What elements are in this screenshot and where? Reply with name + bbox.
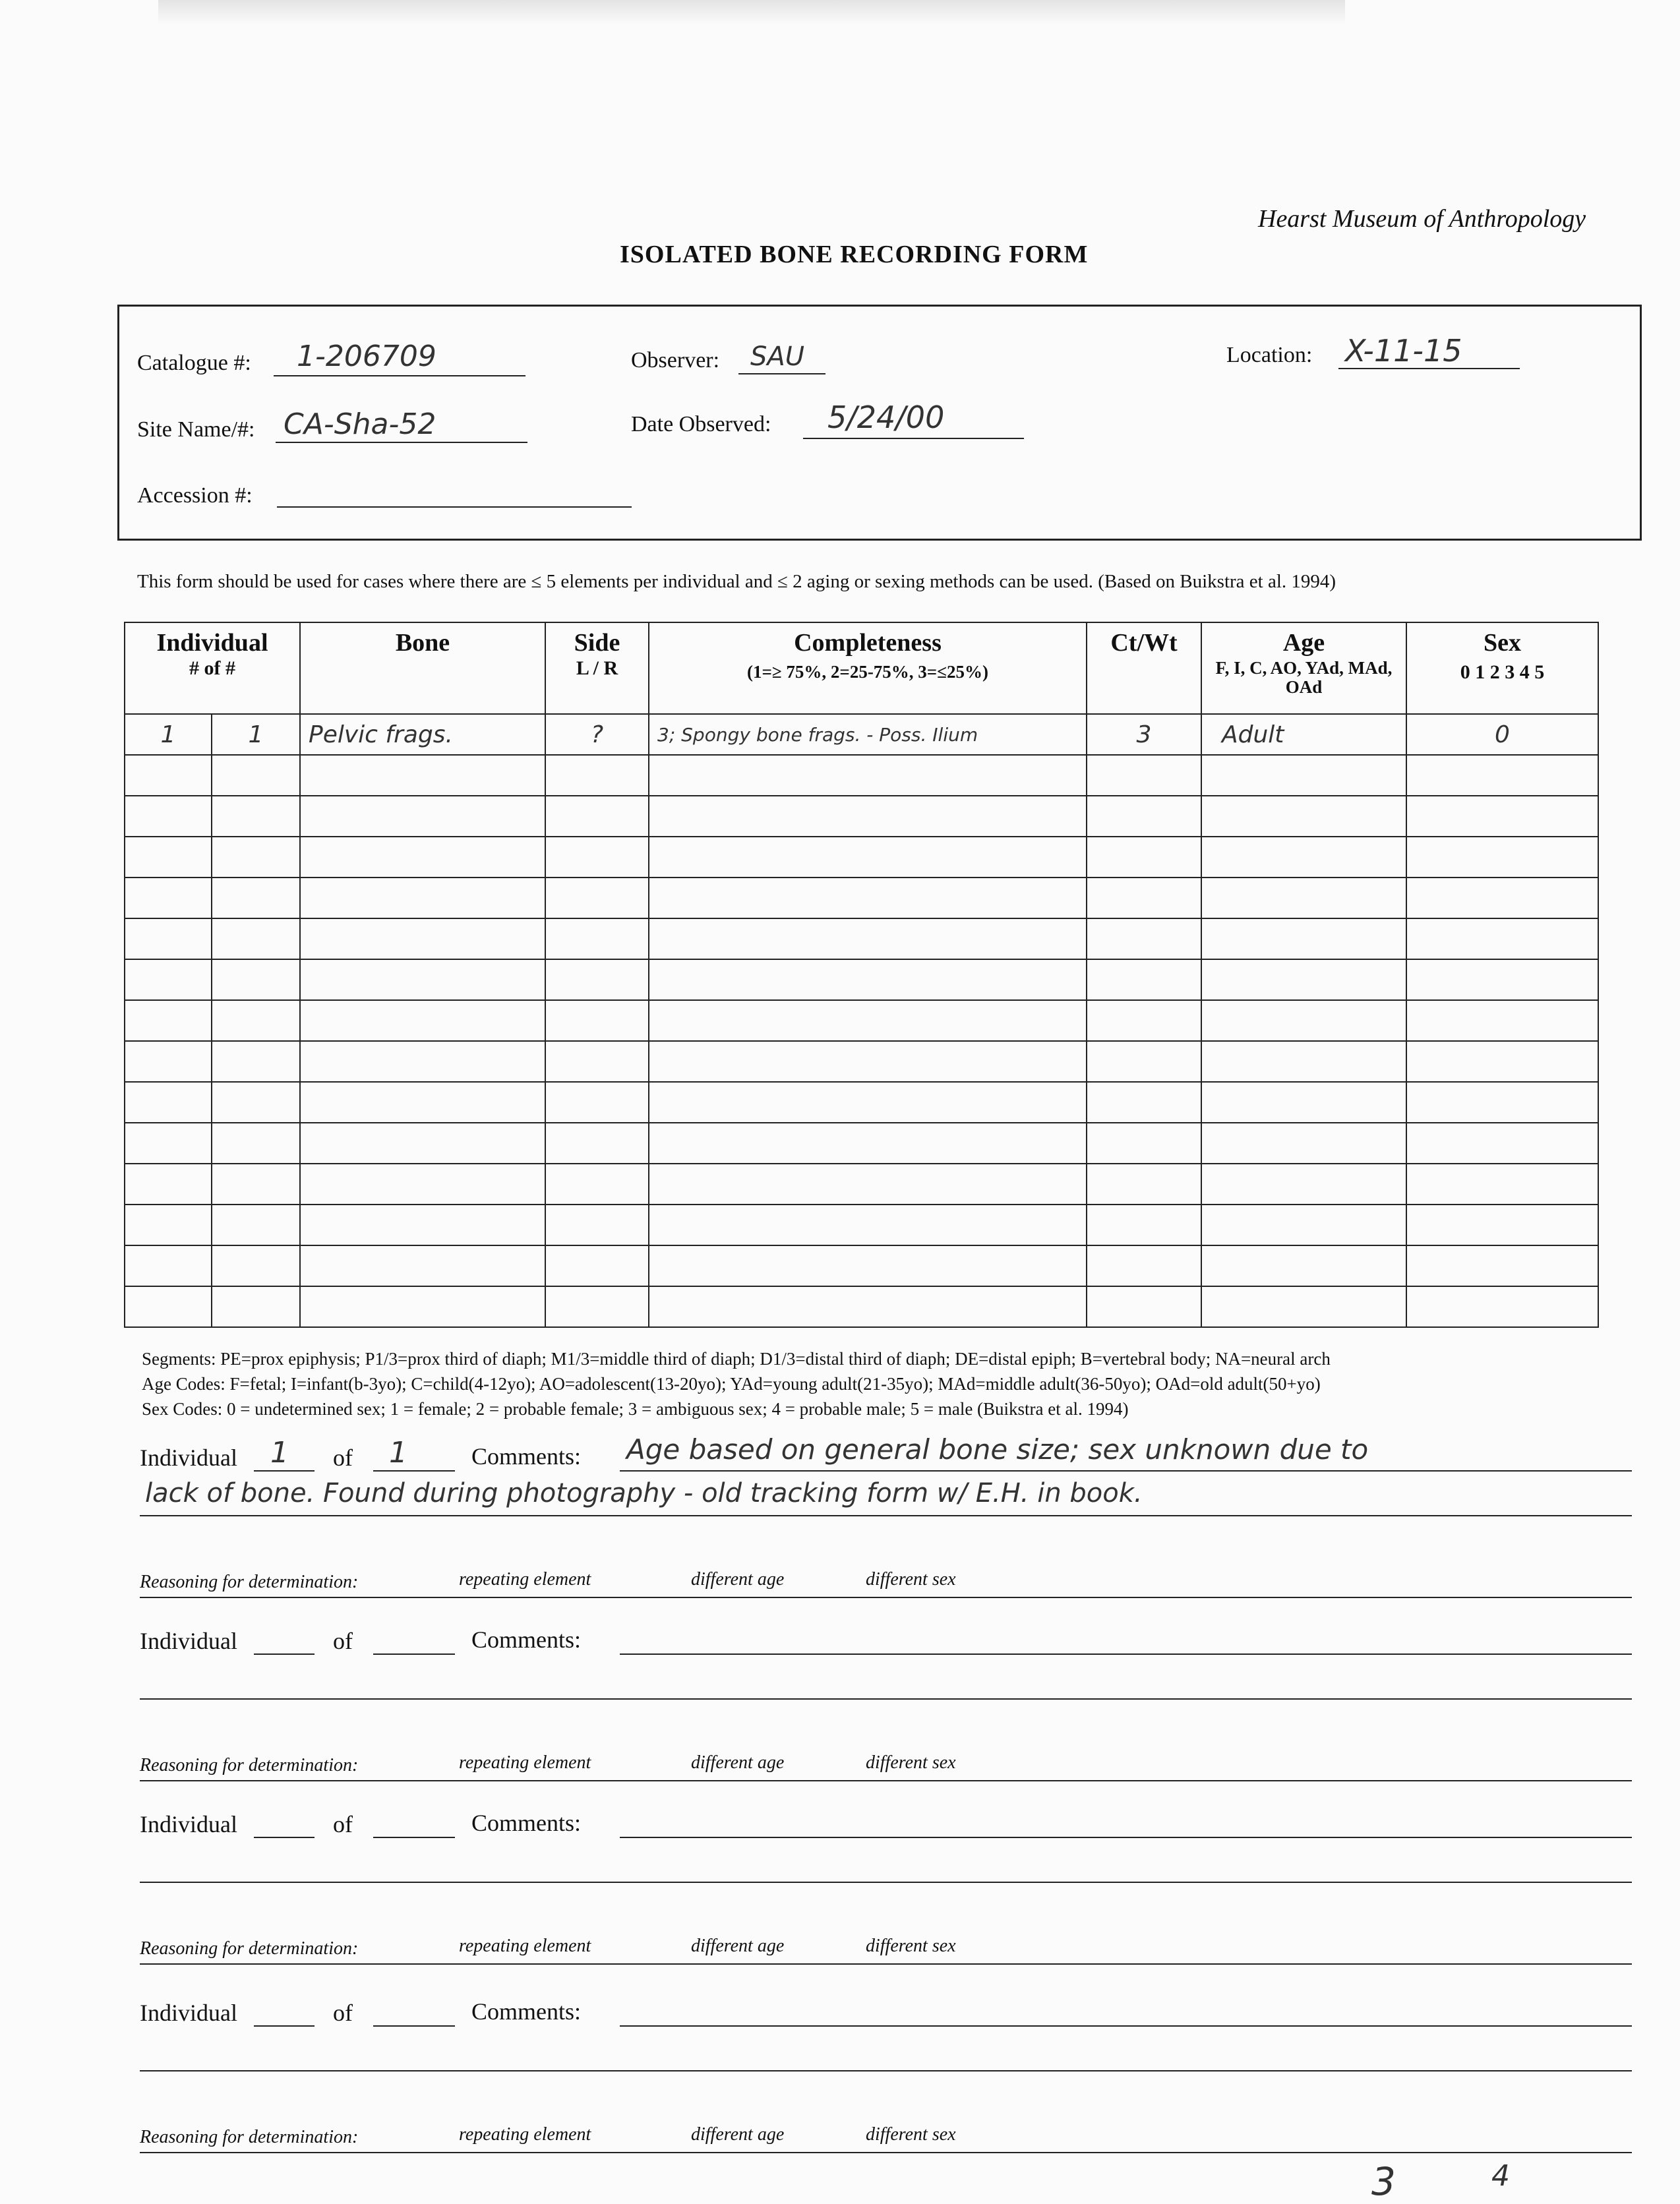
cell-side[interactable]: ? [545, 714, 649, 755]
individual-label: Individual [140, 1628, 237, 1654]
cell-side[interactable] [545, 1000, 649, 1041]
cell-of[interactable] [212, 796, 300, 837]
table-row [125, 1286, 1598, 1327]
bone-record-table [124, 622, 1599, 1328]
comment-text-1: Age based on general bone size; sex unknown due to [626, 1433, 1369, 1466]
cell-completeness[interactable] [649, 1205, 1087, 1245]
cell-sex[interactable] [1406, 1286, 1598, 1327]
comment-line-1[interactable] [620, 1808, 1632, 1838]
cell-side[interactable] [545, 837, 649, 878]
cell-individual[interactable] [125, 1245, 212, 1286]
cell-age[interactable] [1201, 959, 1406, 1000]
comment-line-1[interactable] [620, 1624, 1632, 1655]
form-title: ISOLATED BONE RECORDING FORM [620, 241, 1089, 268]
cell-age[interactable] [1201, 755, 1406, 796]
comment-line-2[interactable] [140, 1669, 1632, 1700]
cell-individual[interactable] [125, 1000, 212, 1041]
table-row [125, 1123, 1598, 1164]
cell-side[interactable] [545, 878, 649, 918]
cell-of[interactable] [212, 1041, 300, 1082]
cell-completeness[interactable] [649, 755, 1087, 796]
accession-field[interactable] [277, 479, 632, 508]
cell-completeness[interactable] [649, 1000, 1087, 1041]
cell-ctwt[interactable]: 3 [1087, 714, 1201, 755]
cell-individual[interactable] [125, 959, 212, 1000]
cell-side[interactable] [545, 918, 649, 959]
cell-completeness[interactable] [649, 837, 1087, 878]
cell-ctwt[interactable] [1087, 1245, 1201, 1286]
cell-sex[interactable] [1406, 1000, 1598, 1041]
cell-sex[interactable] [1406, 1082, 1598, 1123]
header-ctwt [1087, 622, 1201, 714]
header-age-sub: F, I, C, AO, YAd, MAd, OAd [1215, 657, 1393, 698]
individual-number-field[interactable] [254, 1624, 315, 1655]
comments-label: Comments: [471, 1998, 582, 2025]
different-sex-option[interactable]: different sex [866, 2124, 956, 2145]
cell-sex[interactable] [1406, 1245, 1598, 1286]
cell-side[interactable] [545, 1205, 649, 1245]
cell-of[interactable] [212, 878, 300, 918]
cell-completeness[interactable] [649, 918, 1087, 959]
table-row [125, 959, 1598, 1000]
repeating-element-option[interactable]: repeating element [459, 1936, 591, 1956]
cell-individual[interactable] [125, 1123, 212, 1164]
different-sex-option[interactable]: different sex [866, 1569, 956, 1590]
table-row [125, 796, 1598, 837]
of-label: of [333, 2000, 353, 2026]
header-completeness [649, 622, 1087, 714]
location-value: X-11-15 [1345, 333, 1462, 369]
cell-ctwt[interactable] [1087, 755, 1201, 796]
table-header-row [125, 622, 1598, 714]
cell-individual[interactable]: 1 [125, 714, 212, 755]
cell-age[interactable] [1201, 1123, 1406, 1164]
reasoning-label: Reasoning for determination: [140, 1755, 359, 1775]
catalogue-value: 1-206709 [297, 340, 436, 373]
cell-bone[interactable] [300, 1164, 545, 1205]
segments-legend: Segments: PE=prox epiphysis; P1/3=prox third of diaph; M1/3=middle third of diaph; D1/3=distal third of diaph; DE=distal epiph; B=vertebral body; NA=neural arch [142, 1349, 1331, 1369]
table-row [125, 918, 1598, 959]
table-row [125, 1164, 1598, 1205]
reasoning-line [140, 1780, 1632, 1781]
cell-bone[interactable] [300, 878, 545, 918]
table-row [125, 1000, 1598, 1041]
cell-age[interactable] [1201, 1286, 1406, 1327]
comment-line-2[interactable] [140, 2041, 1632, 2071]
cell-age[interactable] [1201, 918, 1406, 959]
cell-side[interactable] [545, 1082, 649, 1123]
comment-text-2: lack of bone. Found during photography - old tracking form w/ E.H. in book. [145, 1478, 1143, 1508]
cell-completeness[interactable] [649, 878, 1087, 918]
date-label: Date Observed: [631, 412, 771, 436]
cell-bone[interactable] [300, 1082, 545, 1123]
individual-number-value: 1 [270, 1436, 289, 1470]
cell-of[interactable] [212, 1000, 300, 1041]
individual-label: Individual [140, 2000, 237, 2026]
table-row [125, 1082, 1598, 1123]
different-age-option[interactable]: different age [691, 1936, 785, 1956]
cell-side[interactable] [545, 796, 649, 837]
table-row [125, 837, 1598, 878]
cell-sex[interactable] [1406, 1041, 1598, 1082]
repeating-element-option[interactable]: repeating element [459, 1569, 591, 1590]
of-label: of [333, 1628, 353, 1654]
reasoning-line [140, 1963, 1632, 1965]
cell-ctwt[interactable] [1087, 1286, 1201, 1327]
cell-individual[interactable] [125, 1041, 212, 1082]
cell-age[interactable] [1201, 796, 1406, 837]
cell-completeness[interactable] [649, 1041, 1087, 1082]
header-individual [125, 622, 300, 714]
cell-ctwt[interactable] [1087, 1164, 1201, 1205]
comments-label: Comments: [471, 1626, 582, 1653]
cell-of[interactable] [212, 1164, 300, 1205]
of-label: of [333, 1811, 353, 1837]
date-value: 5/24/00 [827, 400, 945, 435]
cell-individual[interactable] [125, 1082, 212, 1123]
individual-label: Individual [140, 1811, 237, 1837]
comment-line-1[interactable] [620, 1996, 1632, 2027]
different-age-option[interactable]: different age [691, 2124, 785, 2145]
header-side [545, 622, 649, 714]
cell-side[interactable] [545, 1245, 649, 1286]
cell-age[interactable] [1201, 1164, 1406, 1205]
cell-completeness[interactable] [649, 1164, 1087, 1205]
cell-bone[interactable] [300, 918, 545, 959]
cell-individual[interactable] [125, 1164, 212, 1205]
cell-ctwt[interactable] [1087, 878, 1201, 918]
header-bone-label: Bone [395, 629, 450, 657]
observer-value: SAU [750, 342, 805, 372]
cell-individual[interactable] [125, 1205, 212, 1245]
cell-sex[interactable] [1406, 959, 1598, 1000]
table-row [125, 878, 1598, 918]
cell-of[interactable] [212, 837, 300, 878]
different-sex-option[interactable]: different sex [866, 1752, 956, 1773]
scan-shadow [158, 0, 1345, 25]
different-sex-option[interactable]: different sex [866, 1936, 956, 1956]
cell-bone[interactable] [300, 1041, 545, 1082]
individual-label: Individual [140, 1445, 237, 1471]
cell-of[interactable] [212, 1205, 300, 1245]
repeating-element-option[interactable]: repeating element [459, 1752, 591, 1773]
cell-completeness[interactable]: 3; Spongy bone frags. - Poss. Ilium [649, 714, 1087, 755]
cell-side[interactable] [545, 755, 649, 796]
table-row [125, 1041, 1598, 1082]
cell-of[interactable] [212, 755, 300, 796]
cell-completeness[interactable] [649, 1286, 1087, 1327]
reasoning-label: Reasoning for determination: [140, 1572, 359, 1592]
cell-sex[interactable] [1406, 837, 1598, 878]
table-row [125, 755, 1598, 796]
header-individual-sub: # of # [189, 657, 235, 679]
header-side-label: Side [574, 629, 620, 657]
usage-note: This form should be used for cases where there are ≤ 5 elements per individual and ≤ 2 aging or sexing methods can be used. (Based on Buikstra et al. 1994) [137, 571, 1336, 592]
cell-sex[interactable] [1406, 796, 1598, 837]
header-individual-label: Individual [156, 629, 268, 657]
repeating-element-option[interactable]: repeating element [459, 2124, 591, 2145]
reasoning-line [140, 1597, 1632, 1598]
different-age-option[interactable]: different age [691, 1752, 785, 1773]
cell-sex[interactable] [1406, 878, 1598, 918]
cell-age[interactable] [1201, 1041, 1406, 1082]
cell-completeness[interactable] [649, 959, 1087, 1000]
cell-bone[interactable] [300, 755, 545, 796]
location-label: Location: [1226, 343, 1313, 367]
reasoning-label: Reasoning for determination: [140, 2127, 359, 2147]
cell-individual[interactable] [125, 837, 212, 878]
cell-side[interactable] [545, 1286, 649, 1327]
cell-ctwt[interactable] [1087, 1041, 1201, 1082]
cell-ctwt[interactable] [1087, 1205, 1201, 1245]
cell-bone[interactable] [300, 796, 545, 837]
different-age-option[interactable]: different age [691, 1569, 785, 1590]
of-number-value: 1 [389, 1436, 407, 1470]
cell-bone[interactable] [300, 1205, 545, 1245]
cell-sex[interactable] [1406, 1123, 1598, 1164]
cell-completeness[interactable] [649, 1082, 1087, 1123]
cell-of[interactable] [212, 918, 300, 959]
cell-age[interactable] [1201, 1205, 1406, 1245]
cell-of[interactable]: 1 [212, 714, 300, 755]
comments-label: Comments: [471, 1443, 582, 1470]
of-number-field[interactable] [373, 1808, 455, 1838]
cell-bone[interactable]: Pelvic frags. [300, 714, 545, 755]
table-row [125, 1205, 1598, 1245]
header-sex-label: Sex [1484, 629, 1521, 657]
age-codes-legend: Age Codes: F=fetal; I=infant(b-3yo); C=child(4-12yo); AO=adolescent(13-20yo); YAd=young adult(21-35yo); MAd=middle adult(36-50yo); OAd=old adult(50+yo) [142, 1374, 1321, 1394]
of-label: of [333, 1445, 353, 1471]
reasoning-line [140, 2152, 1632, 2153]
header-bone [300, 622, 545, 714]
cell-age[interactable] [1201, 878, 1406, 918]
cell-of[interactable] [212, 1286, 300, 1327]
site-label: Site Name/#: [137, 417, 255, 442]
cell-of[interactable] [212, 1082, 300, 1123]
header-completeness-label: Completeness [794, 629, 942, 657]
cell-sex[interactable] [1406, 1164, 1598, 1205]
header-age-label: Age [1282, 629, 1325, 657]
site-value: CA-Sha-52 [284, 407, 436, 441]
cell-completeness[interactable] [649, 1245, 1087, 1286]
cell-individual[interactable] [125, 918, 212, 959]
cell-age[interactable] [1201, 1082, 1406, 1123]
header-sex-sub: 0 1 2 3 4 5 [1460, 661, 1545, 683]
reasoning-label: Reasoning for determination: [140, 1938, 359, 1959]
table-row [125, 714, 1598, 755]
cell-sex[interactable]: 0 [1406, 714, 1598, 755]
cell-bone[interactable] [300, 837, 545, 878]
observer-label: Observer: [631, 348, 720, 372]
cell-sex[interactable] [1406, 755, 1598, 796]
cell-side[interactable] [545, 1041, 649, 1082]
cell-age[interactable] [1201, 837, 1406, 878]
header-sex [1406, 622, 1598, 714]
museum-name: Hearst Museum of Anthropology [1258, 205, 1586, 233]
page-mark-right: 4 [1491, 2159, 1510, 2193]
of-number-field[interactable] [373, 1996, 455, 2027]
cell-of[interactable] [212, 959, 300, 1000]
cell-ctwt[interactable] [1087, 959, 1201, 1000]
comment-line-2[interactable] [140, 1853, 1632, 1883]
cell-side[interactable] [545, 959, 649, 1000]
cell-completeness[interactable] [649, 796, 1087, 837]
cell-individual[interactable] [125, 796, 212, 837]
cell-age[interactable]: Adult [1201, 714, 1406, 755]
of-number-field[interactable] [373, 1441, 455, 1472]
page-mark-left: 3 [1371, 2159, 1396, 2204]
cell-completeness[interactable] [649, 1123, 1087, 1164]
cell-side[interactable] [545, 1123, 649, 1164]
cell-ctwt[interactable] [1087, 1123, 1201, 1164]
header-side-sub: L / R [576, 657, 618, 679]
cell-sex[interactable] [1406, 918, 1598, 959]
cell-bone[interactable] [300, 959, 545, 1000]
cell-individual[interactable] [125, 878, 212, 918]
header-age [1201, 622, 1406, 714]
comments-label: Comments: [471, 1810, 582, 1836]
sex-codes-legend: Sex Codes: 0 = undetermined sex; 1 = female; 2 = probable female; 3 = ambiguous sex; 4 = probable male; 5 = male (Buikstra et al. 1994) [142, 1399, 1129, 1419]
cell-ctwt[interactable] [1087, 918, 1201, 959]
cell-of[interactable] [212, 1123, 300, 1164]
cell-bone[interactable] [300, 1286, 545, 1327]
cell-bone[interactable] [300, 1245, 545, 1286]
cell-ctwt[interactable] [1087, 1000, 1201, 1041]
table-row [125, 1245, 1598, 1286]
individual-number-field[interactable] [254, 1808, 315, 1838]
header-ctwt-label: Ct/Wt [1110, 629, 1178, 657]
accession-label: Accession #: [137, 483, 253, 508]
cell-sex[interactable] [1406, 1205, 1598, 1245]
catalogue-label: Catalogue #: [137, 351, 251, 375]
of-number-field[interactable] [373, 1624, 455, 1655]
individual-number-field[interactable] [254, 1996, 315, 2027]
cell-ctwt[interactable] [1087, 796, 1201, 837]
cell-age[interactable] [1201, 1000, 1406, 1041]
cell-individual[interactable] [125, 755, 212, 796]
cell-individual[interactable] [125, 1286, 212, 1327]
cell-bone[interactable] [300, 1000, 545, 1041]
cell-of[interactable] [212, 1245, 300, 1286]
cell-ctwt[interactable] [1087, 837, 1201, 878]
header-completeness-sub: (1=≥ 75%, 2=25-75%, 3=≤25%) [746, 661, 989, 682]
cell-ctwt[interactable] [1087, 1082, 1201, 1123]
cell-side[interactable] [545, 1164, 649, 1205]
cell-bone[interactable] [300, 1123, 545, 1164]
cell-age[interactable] [1201, 1245, 1406, 1286]
